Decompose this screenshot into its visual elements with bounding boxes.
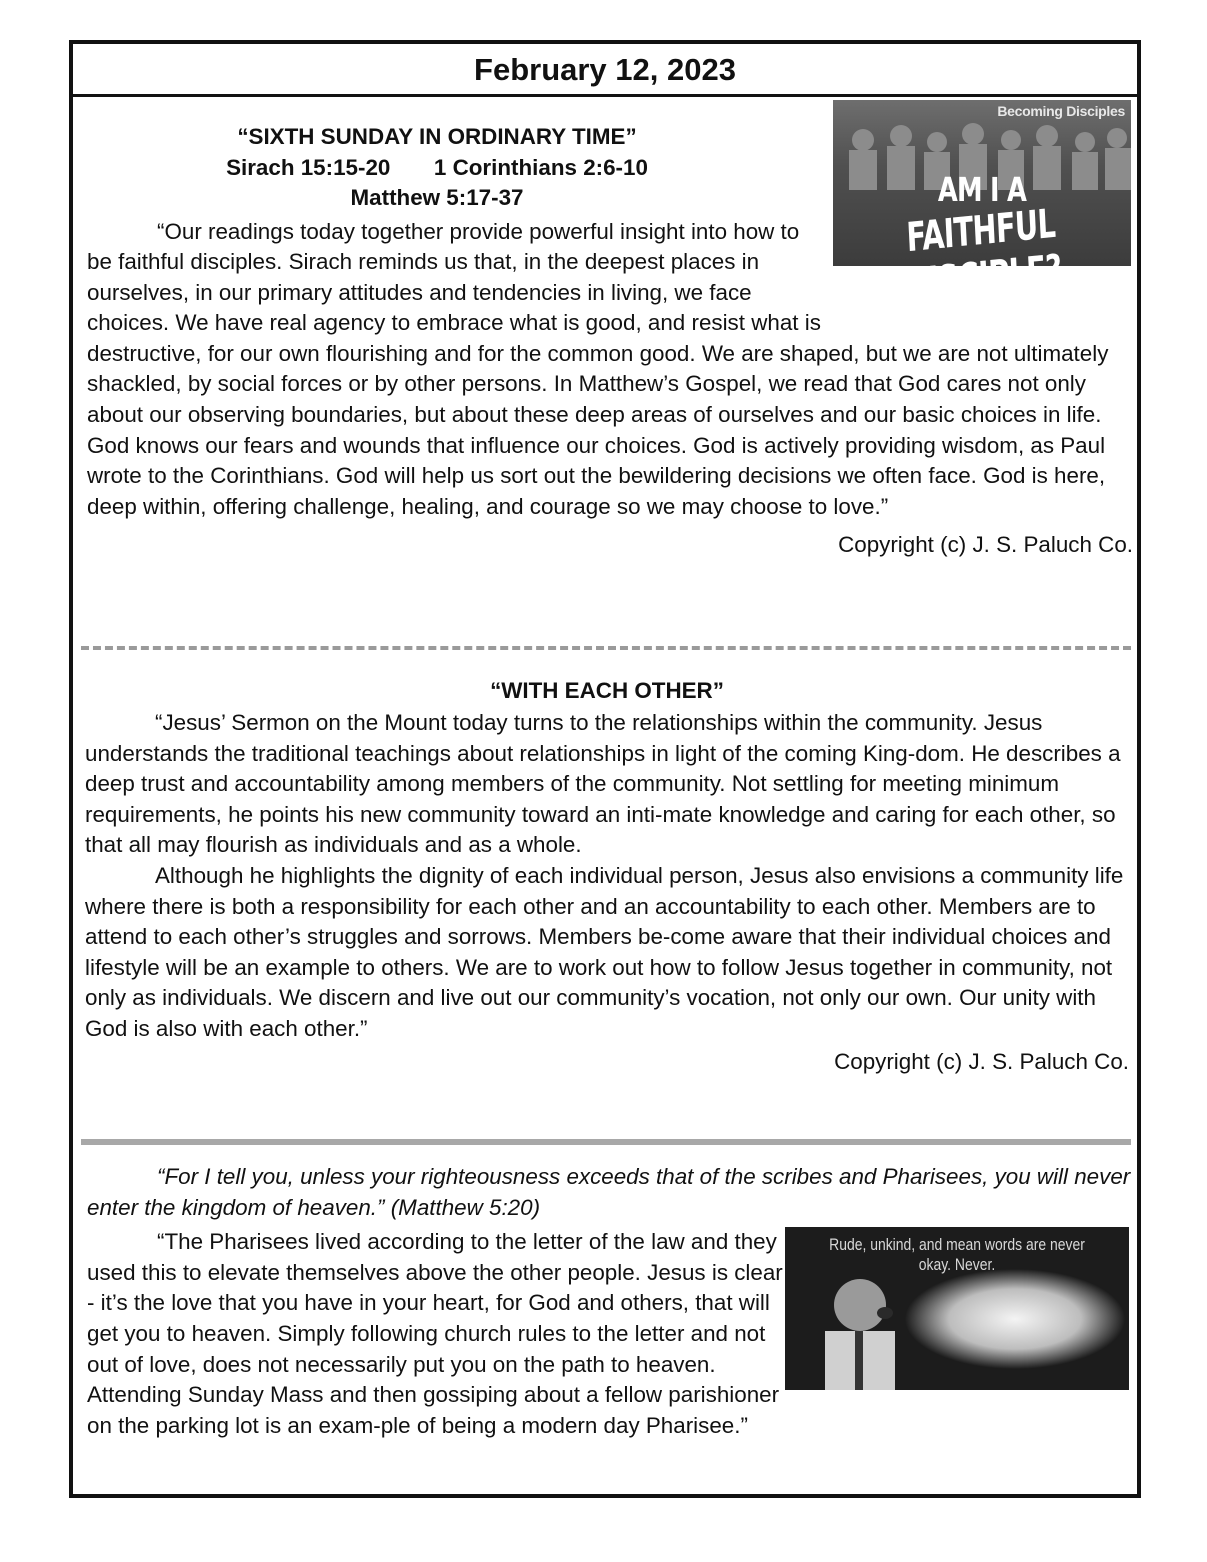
section2-title: “WITH EACH OTHER”	[490, 678, 724, 703]
brand-label: Becoming Disciples	[997, 103, 1125, 119]
section2-paragraph-2: Although he highlights the dignity of each individual person, Jesus also envisions a community life where there is both a responsibility for each other and an accountability to each other. Members are to attend to each other’s struggles and sorrows. Members be-come aware that their individual choices and lifestyle will be an example to others. We are to work out how to follow Jesus together in community, not only as individuals. We discern and live out our community’s vocation, not only our own. Our unity with God is also with each other.”	[85, 862, 1124, 1041]
mean-words-image	[785, 1227, 1129, 1390]
section3-body: “The Pharisees lived according to the letter of the law and they used this to elevate themselves above the other people. Jesus is clear - it’s the love that you have in your heart, for God and others, that will get you to heaven. Simply following church rules to the letter and not out of love, does not necessarily put you on the path to heaven. Attending Sunday Mass and then gossiping about a fellow parishioner on the parking lot is an exam-ple of being a modern day Pharisee.”	[87, 1229, 783, 1438]
page-title: February 12, 2023	[73, 44, 1137, 97]
section1-title: “SIXTH SUNDAY IN ORDINARY TIME”	[237, 124, 637, 149]
image-headline-2: FAITHFUL DISCIPLE?	[903, 200, 1063, 308]
section-divider-dashed	[81, 646, 1131, 650]
bulletin-frame	[69, 40, 1141, 1498]
section-divider-solid	[81, 1139, 1131, 1145]
section1-readings-2: Matthew 5:17-37	[350, 185, 524, 210]
image-headline-1: AM I A	[937, 170, 1027, 209]
section1-copyright: Copyright (c) J. S. Paluch Co.	[838, 532, 1133, 558]
section-with-each-other	[85, 674, 1129, 1077]
section2-copyright: Copyright (c) J. S. Paluch Co.	[834, 1048, 1129, 1074]
section1-body: “Our readings today together provide powerful insight into how to be faithful disciples. Sirach reminds us that, in the deepest places in ourselves, in our primary attitudes and tendencies in living, we face choices. We have real agency to embrace what is good, and resist what is destructive, for our own flourishing and for the common good. We are shaped, but we are not ultimately shackled, by social forces or by other persons. In Matthew’s Gospel, we read that God cares not only about our observing boundaries, but about these deep areas of ourselves and our basic choices in life. God knows our fears and wounds that influence our choices. God is actively providing wisdom, as Paul wrote to the Corinthians. God will help us sort out the bewildering decisions we often face. God is here, deep within, offering challenge, healing, and courage so we may choose to love.”	[87, 218, 1109, 519]
section2-paragraph-1: “Jesus’ Sermon on the Mount today turns to the relationships within the community. Jesus understands the traditional teachings about relationships in light of the coming King-dom. He describes a deep trust and accountability among members of the community. Not settling for meeting minimum requirements, he points his new community toward an inti-mate knowledge and caring for each other, so that all may flourish as individuals and as a whole.	[85, 710, 1121, 858]
section-sixth-sunday	[87, 122, 1133, 560]
image-caption: Rude, unkind, and mean words are never okay. Never.	[829, 1235, 1085, 1274]
section1-readings-1: Sirach 15:15-20 1 Corinthians 2:6-10	[226, 154, 648, 180]
scripture-quote: “For I tell you, unless your righteousness exceeds that of the scribes and Pharisees, you will never enter the kingdom of heaven.” (Matthew 5:20)	[87, 1164, 1131, 1220]
